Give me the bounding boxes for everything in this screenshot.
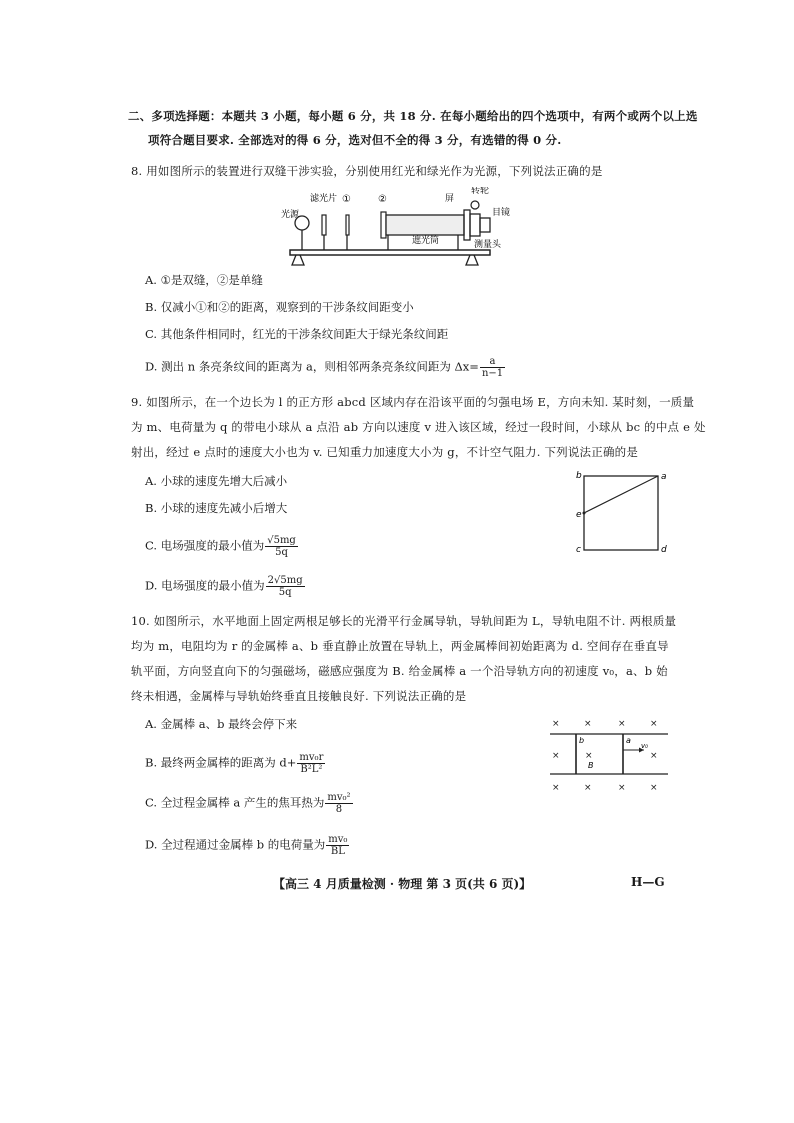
slit2-label: ②: [378, 194, 387, 205]
q9-stem-line3: 射出，经过 e 点时的速度大小也为 v. 已知重力加速度大小为 g，不计空气阻力. 下列说法正确的是: [131, 445, 639, 459]
q9-option-a: A. 小球的速度先增大后减小: [145, 474, 288, 488]
q9-option-b: B. 小球的速度先减小后增大: [145, 501, 288, 515]
q8-stem: 8. 用如图所示的装置进行双缝干涉实验，分别使用红光和绿光作为光源，下列说法正确的是: [131, 164, 603, 178]
svg-text:×: ×: [552, 783, 560, 793]
corner-a-label: a: [661, 472, 667, 482]
q10-option-d: [145, 834, 350, 857]
point-e-label: e: [576, 510, 582, 520]
q8-option-c: C. 其他条件相同时，红光的干涉条纹间距大于绿光条纹间距: [145, 327, 449, 341]
svg-text:×: ×: [618, 719, 626, 729]
q9-option-c-text: C. 电场强度的最小值为: [145, 538, 265, 553]
field-b-label: B: [588, 761, 594, 770]
svg-text:×: ×: [585, 751, 593, 761]
svg-text:×: ×: [650, 783, 658, 793]
rod-b-label: b: [579, 736, 585, 745]
wheel-label: 转轮: [471, 187, 490, 196]
svg-text:×: ×: [584, 783, 592, 793]
q10-stem-line2: 均为 m，电阻均为 r 的金属棒 a、b 垂直静止放置在导轨上，两金属棒间初始距离为 d. 空间存在垂直导: [131, 639, 669, 653]
q9-stem-line1: 9. 如图所示，在一个边长为 l 的正方形 abcd 区域内存在沿该平面的匀强电场 E，方向未知. 某时刻，一质量: [131, 395, 695, 409]
page-footer: 【高三 4 月质量检测 · 物理 第 3 页(共 6 页)】: [273, 877, 532, 891]
section-heading-cont: 项符合题目要求. 全部选对的得 6 分，选对但不全的得 3 分，有选错的得 0 分.: [148, 133, 562, 147]
q8-apparatus-figure: [278, 187, 513, 269]
gauge-label: 测量头: [474, 240, 502, 250]
rod-a-label: a: [626, 736, 631, 745]
svg-text:×: ×: [650, 719, 658, 729]
q10-option-b-fraction: $\frac{\text{mv₀r}}{\text{B²L²}}$: [299, 752, 324, 775]
paper-code: H—G: [631, 875, 665, 889]
q10-option-b: [145, 752, 326, 775]
q8-option-b: B. 仅减小①和②的距离，观察到的干涉条纹间距变小: [145, 300, 414, 314]
q9-stem-line2: 为 m、电荷量为 q 的带电小球从 a 点沿 ab 方向以速度 v 进入该区域，经过一段时间，小球从 bc 的中点 e 处: [131, 420, 706, 434]
q10-option-c: [145, 792, 354, 815]
q10-option-c-text: C. 全过程金属棒 a 产生的焦耳热为: [145, 795, 325, 810]
slit1-label: ①: [342, 194, 351, 205]
filter-label: 滤光片: [310, 194, 338, 204]
corner-b-label: b: [576, 471, 582, 481]
q9-square-figure: [570, 468, 670, 556]
svg-text:×: ×: [650, 751, 658, 761]
light-source-label: 光源: [281, 210, 300, 220]
q8-option-d-fraction: $\frac{a}{n-1}$: [481, 356, 504, 379]
q9-option-d-text: D. 电场强度的最小值为: [145, 578, 265, 593]
corner-d-label: d: [661, 545, 667, 555]
v0-label: v₀: [641, 742, 648, 750]
svg-text:×: ×: [618, 783, 626, 793]
q8-option-d-text: D. 测出 n 条亮条纹间的距离为 a，则相邻两条亮条纹间距为 Δx=: [145, 359, 479, 374]
q10-stem-line1: 10. 如图所示，水平地面上固定两根足够长的光滑平行金属导轨，导轨间距为 L，导轨电阻不计. 两根质量: [131, 614, 677, 628]
svg-text:×: ×: [552, 719, 560, 729]
q9-option-c: [145, 535, 299, 558]
svg-text:×: ×: [552, 751, 560, 761]
q10-option-b-text: B. 最终两金属棒的距离为 d+: [145, 755, 297, 770]
section-heading: 二、多项选择题：本题共 3 小题，每小题 6 分，共 18 分. 在每小题给出的四个选项中，有两个或两个以上选: [128, 109, 698, 123]
corner-c-label: c: [576, 545, 581, 555]
q10-option-d-text: D. 全过程通过金属棒 b 的电荷量为: [145, 837, 326, 852]
q8-option-d: [145, 356, 506, 379]
q9-option-d-fraction: $\frac{2√5mg}{5q}$: [267, 575, 303, 598]
q8-option-a: A. ①是双缝，②是单缝: [145, 273, 263, 287]
svg-text:×: ×: [584, 719, 592, 729]
q10-option-a: A. 金属棒 a、b 最终会停下来: [145, 717, 298, 731]
q10-stem-line4: 终未相遇，金属棒与导轨始终垂直且接触良好. 下列说法正确的是: [131, 689, 467, 703]
q10-option-d-fraction: $\frac{\text{mv₀}}{BL}$: [328, 834, 348, 857]
screen-label: 屏: [445, 194, 455, 204]
q10-rails-figure: [548, 712, 670, 794]
q10-stem-line3: 轨平面，方向竖直向下的匀强磁场，磁感应强度为 B. 给金属棒 a 一个沿导轨方向的初速度 v₀，a、b 始: [131, 664, 668, 678]
q10-option-c-fraction: $\frac{\text{mv₀²}}{8}$: [327, 792, 351, 815]
eyepiece-label: 目镜: [492, 208, 511, 218]
q9-option-d: [145, 575, 306, 598]
tube-label: 遮光筒: [412, 236, 440, 246]
q9-option-c-fraction: $\frac{√5mg}{5q}$: [267, 535, 296, 558]
